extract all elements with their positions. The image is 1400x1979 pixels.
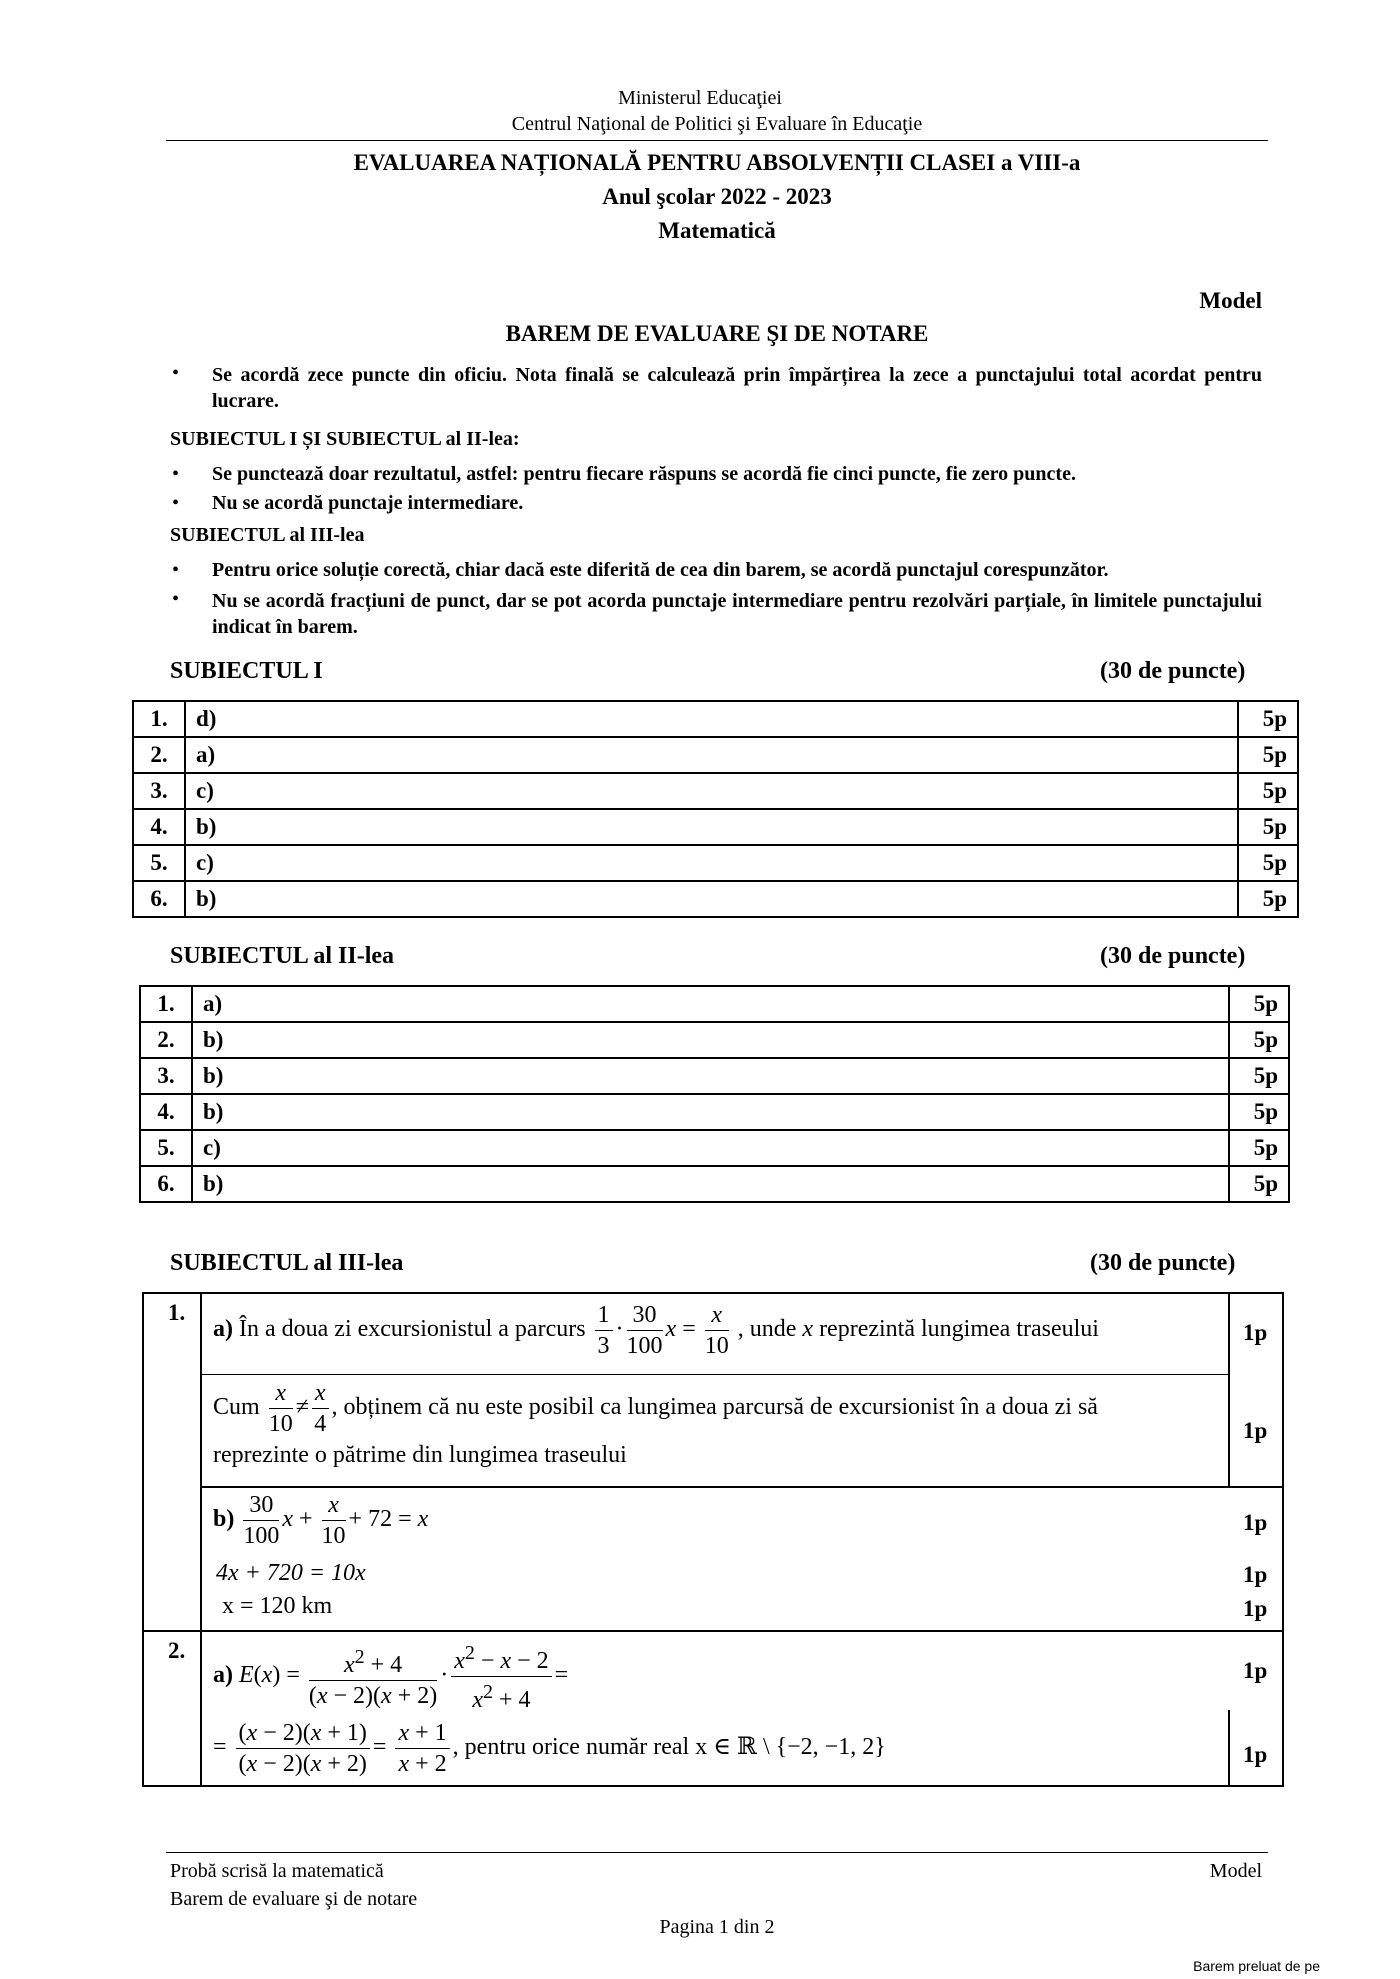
- answer-choice: a): [185, 737, 1238, 773]
- s3-p1-cum-text2: reprezinte o pătrime din lungimea traseului: [213, 1442, 627, 1468]
- s3-p1b-line3: x = 120 km: [222, 1593, 333, 1619]
- answer-points: 5p: [1229, 986, 1289, 1022]
- s3-pts-divider-2: [1228, 1710, 1230, 1787]
- s3-p2-domain-text: , pentru orice număr real: [452, 1734, 690, 1761]
- answer-points: 5p: [1238, 737, 1298, 773]
- bullet-icon: •: [172, 588, 180, 610]
- fraction-e-part1: $\frac{x^2 + 4}{(x - 2)(x + 2)}$: [309, 1642, 437, 1711]
- answer-row: [133, 701, 1298, 737]
- answer-points: 5p: [1229, 1058, 1289, 1094]
- answer-number: 2.: [140, 1022, 192, 1058]
- s3-p2a-line: a) E(x) = $\frac{x^2 + 4}{(x - 2)(x + 2)}$ · $\frac{x^2 - x - 2}{x^2 + 4}$ =: [213, 1638, 568, 1715]
- footer-rule: [166, 1852, 1268, 1853]
- instruction-s12-b2: Nu se acordă punctaje intermediare.: [212, 492, 524, 514]
- answer-number: 4.: [140, 1094, 192, 1130]
- s3-p2a-points: 1p: [1243, 1658, 1268, 1683]
- answer-choice: c): [185, 845, 1238, 881]
- answer-row: [140, 986, 1289, 1022]
- s3-p1a-unde: , unde: [737, 1316, 797, 1343]
- answer-choice: c): [192, 1130, 1229, 1166]
- s3-title: SUBIECTUL al III-lea: [170, 1250, 404, 1276]
- fraction-e-simplify: $\frac{(x - 2)(x + 1)}{(x - 2)(x + 2)}$: [236, 1718, 370, 1779]
- s3-p1-number: 1.: [168, 1300, 186, 1325]
- instruction-s3-b1: Pentru orice soluție corectă, chiar dacă este diferită de cea din barem, se acordă punctajul corespunzător.: [212, 559, 1109, 581]
- s3-p2-line2-points: 1p: [1243, 1742, 1268, 1767]
- answer-points: 5p: [1238, 773, 1298, 809]
- s3-p1a-label: a): [213, 1316, 233, 1343]
- bullet-icon: •: [172, 362, 180, 384]
- fraction-30-100: $\frac{30}{100}$: [243, 1492, 280, 1549]
- answer-choice: b): [192, 1166, 1229, 1202]
- s3-p1b-points-3: 1p: [1243, 1596, 1268, 1621]
- answer-number: 3.: [133, 773, 185, 809]
- footer-left-2: Barem de evaluare şi de notare: [170, 1888, 418, 1910]
- s3-p2a-line2: = $\frac{(x - 2)(x + 1)}{(x - 2)(x + 2)}$ = $\frac{x + 1}{x + 2}$ , pentru orice număr real x ∈ ℝ \ {−2, −1, 2}: [213, 1720, 886, 1777]
- s3-p2-domain: x ∈ ℝ \ {−2, −1, 2}: [695, 1734, 886, 1761]
- instruction-s12-title: SUBIECTUL I ȘI SUBIECTUL al II-lea:: [170, 428, 520, 450]
- instruction-s3-b2: Nu se acordă fracțiuni de punct, dar se pot acorda punctaje intermediare pentru rezolvări parțiale, în limitele punctajului indicat în barem.: [212, 590, 1262, 638]
- s3-pts-divider-1: [1228, 1292, 1230, 1486]
- answer-row: [140, 1094, 1289, 1130]
- answer-row: [133, 845, 1298, 881]
- answer-points: 5p: [1229, 1094, 1289, 1130]
- answer-row: [140, 1058, 1289, 1094]
- fraction-x-10: $\frac{x}{10}$: [321, 1492, 346, 1549]
- answer-points: 5p: [1238, 881, 1298, 917]
- barem-title: BAREM DE EVALUARE ŞI DE NOTARE: [505, 321, 929, 346]
- answer-row: [133, 773, 1298, 809]
- answer-number: 1.: [133, 701, 185, 737]
- fraction-30-100: $\frac{30}{100}$: [626, 1302, 663, 1359]
- answer-row: [140, 1022, 1289, 1058]
- ministry-name: Ministerul Educaţiei: [618, 87, 782, 109]
- center-name: Centrul Naţional de Politici şi Evaluare în Educaţie: [511, 113, 923, 135]
- answer-choice: d): [185, 701, 1238, 737]
- bullet-icon: •: [172, 463, 180, 485]
- answer-choice: b): [192, 1094, 1229, 1130]
- instruction-general: Se acordă zece puncte din oficiu. Nota finală se calculează prin împărțirea la zece a punctajului total acordat pentru lucrare.: [212, 364, 1262, 412]
- s3-p1b-label: b): [213, 1506, 235, 1533]
- s2-answer-table: [139, 985, 1290, 1203]
- instruction-s3-title: SUBIECTUL al III-lea: [170, 524, 365, 546]
- s1-title: SUBIECTUL I: [170, 658, 323, 684]
- footer-left-1: Probă scrisă la matematică: [170, 1860, 384, 1882]
- answer-points: 5p: [1229, 1130, 1289, 1166]
- s3-p1a-text: În a doua zi excursionistul a parcurs: [239, 1316, 586, 1343]
- answer-number: 1.: [140, 986, 192, 1022]
- s2-title: SUBIECTUL al II-lea: [170, 943, 395, 969]
- instruction-s12-b1: Se punctează doar rezultatul, astfel: pentru fiecare răspuns se acordă fie cinci puncte, fie zero puncte.: [212, 463, 1076, 485]
- answer-choice: b): [192, 1022, 1229, 1058]
- header-rule: [166, 140, 1268, 141]
- answer-number: 5.: [140, 1130, 192, 1166]
- answer-number: 6.: [133, 881, 185, 917]
- answer-row: [140, 1130, 1289, 1166]
- s3-row-line-3: [142, 1630, 1284, 1632]
- s3-p1b-points-1: 1p: [1243, 1510, 1268, 1535]
- s3-p1a-points: 1p: [1243, 1320, 1268, 1345]
- answer-number: 2.: [133, 737, 185, 773]
- s1-points: (30 de puncte): [1100, 658, 1246, 684]
- answer-points: 5p: [1229, 1022, 1289, 1058]
- answer-choice: c): [185, 773, 1238, 809]
- s3-p1-cum-points: 1p: [1243, 1418, 1268, 1443]
- s3-p1a-line: a) În a doua zi excursionistul a parcurs $\frac{1}{3}$ · $\frac{30}{100}$ x = $\frac{x}{10}$ , unde x reprezintă lungimea traseului: [213, 1302, 1099, 1359]
- s1-answer-table: [132, 700, 1299, 918]
- s3-p1a-text3: reprezintă lungimea traseului: [819, 1316, 1099, 1343]
- exam-title: EVALUAREA NAȚIONALĂ PENTRU ABSOLVENȚII CLASEI a VIII-a: [353, 150, 1081, 175]
- s3-row-line-2: [200, 1486, 1284, 1488]
- school-year: Anul şcolar 2022 - 2023: [602, 184, 832, 209]
- s3-p1-cum-line: Cum $\frac{x}{10}$ ≠ $\frac{x}{4}$ , obținem că nu este posibil ca lungimea parcursă de excursionist în a doua zi să: [213, 1380, 1098, 1437]
- answer-choice: b): [185, 809, 1238, 845]
- page-number: Pagina 1 din 2: [659, 1916, 775, 1938]
- subject-name: Matematică: [658, 218, 776, 243]
- answer-points: 5p: [1229, 1166, 1289, 1202]
- fraction-e-result: $\frac{x + 1}{x + 2}$: [395, 1718, 449, 1779]
- source-note: Barem preluat de pe: [1193, 1958, 1320, 1974]
- s2-points: (30 de puncte): [1100, 943, 1246, 969]
- answer-row: [140, 1166, 1289, 1202]
- s3-p1b-line1: b) $\frac{30}{100}$ x + $\frac{x}{10}$ + 72 = x: [213, 1492, 429, 1549]
- answer-row: [133, 881, 1298, 917]
- fraction-x-4: $\frac{x}{4}$: [312, 1378, 329, 1439]
- fraction-1-3: $\frac{1}{3}$: [595, 1300, 613, 1361]
- fraction-e-part2: $\frac{x^2 - x - 2}{x^2 + 4}$: [451, 1638, 551, 1715]
- answer-choice: b): [192, 1058, 1229, 1094]
- s3-p1-cum-text: , obținem că nu este posibil ca lungimea parcursă de excursionist în a doua zi să: [331, 1394, 1098, 1421]
- model-label: Model: [1199, 288, 1262, 313]
- s3-row-line-1: [200, 1374, 1228, 1375]
- bullet-icon: •: [172, 559, 180, 581]
- answer-row: [133, 737, 1298, 773]
- footer-model: Model: [1209, 1860, 1262, 1882]
- s3-p2-number: 2.: [168, 1638, 186, 1663]
- answer-points: 5p: [1238, 809, 1298, 845]
- s3-p2a-label: a): [213, 1662, 233, 1689]
- s3-p1b-points-2: 1p: [1243, 1562, 1268, 1587]
- answer-number: 5.: [133, 845, 185, 881]
- s3-p1-cum-word: Cum: [213, 1394, 260, 1421]
- answer-choice: b): [185, 881, 1238, 917]
- fraction-x-10: $\frac{x}{10}$: [704, 1302, 729, 1359]
- answer-number: 4.: [133, 809, 185, 845]
- fraction-x-10: $\frac{x}{10}$: [268, 1380, 293, 1437]
- answer-choice: a): [192, 986, 1229, 1022]
- s3-points: (30 de puncte): [1090, 1250, 1236, 1276]
- answer-number: 3.: [140, 1058, 192, 1094]
- bullet-icon: •: [172, 492, 180, 514]
- s3-col-divider: [200, 1292, 202, 1787]
- answer-number: 6.: [140, 1166, 192, 1202]
- answer-row: [133, 809, 1298, 845]
- s3-p1b-line2: 4x + 720 = 10x: [216, 1560, 366, 1586]
- answer-points: 5p: [1238, 845, 1298, 881]
- answer-points: 5p: [1238, 701, 1298, 737]
